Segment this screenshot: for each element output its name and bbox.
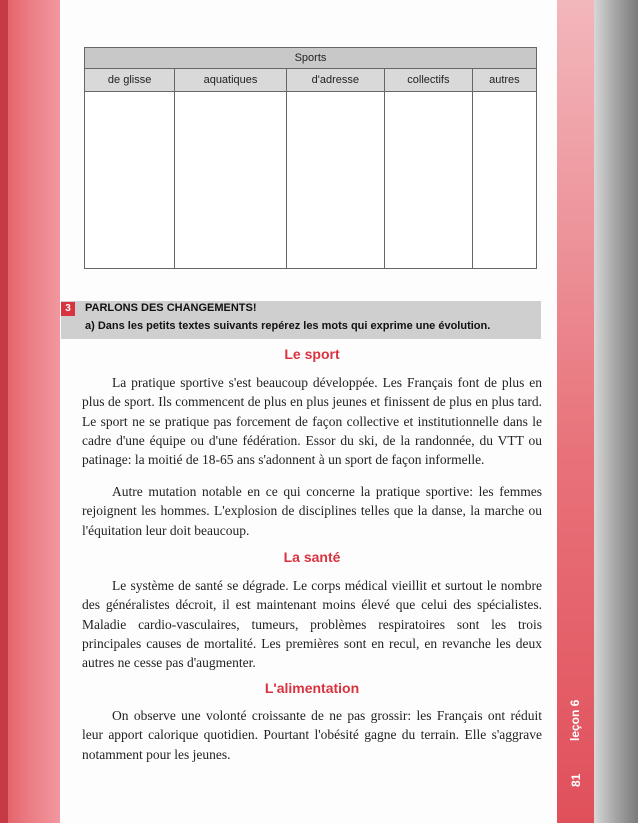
article-paragraph: Autre mutation notable en ce qui concerne la pratique sportive: les femmes rejoignent les hommes. L'explosion de disciplines telles que la danse, la marche ou l'équitation leur doit beaucoup. [82, 484, 542, 538]
article-title-alimentation: L'alimentation [264, 680, 360, 696]
lesson-label: leçon 6 [568, 699, 582, 741]
table-cell[interactable] [85, 92, 175, 269]
table-cell[interactable] [286, 92, 384, 269]
page-number: 81 [569, 773, 583, 787]
sports-table-title: Sports [85, 48, 537, 69]
section-number: 3 [61, 302, 75, 316]
table-cell[interactable] [385, 92, 473, 269]
exercise-instruction: a) Dans les petits textes suivants repérez les mots qui exprime une évolution. [85, 320, 491, 332]
table-cell[interactable] [175, 92, 286, 269]
article-paragraph: La pratique sportive s'est beaucoup développée. Les Français font de plus en plus de sport. Ils commencent de plus en plus jeunes et finissent de plus en plus tard. Le sport ne se pratique pas forcement de façon collective et institutionnelle dans le cadre d'une équipe ou d'une fédération. Essor du ski, de la randonnée, du VTT ou patinage: la moitié de 18-65 ans s'adonnent à un sport de façon informelle. [82, 375, 542, 468]
book-binding [594, 0, 638, 823]
table-cell[interactable] [472, 92, 536, 269]
article-title-sante: La santé [283, 549, 341, 565]
column-header: collectifs [385, 69, 473, 92]
sports-table [84, 47, 537, 269]
article-paragraph: On observe une volonté croissante de ne pas grossir: les Français ont réduit leur apport calorique quotidien. Pourtant l'obésité gagne du terrain. Elle s'aggrave notamment pour les jeunes. [82, 708, 542, 762]
article-paragraph: Le système de santé se dégrade. Le corps médical vieillit et surtout le nombre des généralistes décroit, il est maintenant moins élevé que celui des spécialistes. Maladie cardio-vasculaires, tumeurs, problèmes respiratoires sont les trois principales causes de mortalité. Les premières sont en recul, en revanche les deux autres ne cesse pas d'augmenter. [82, 578, 542, 671]
section-heading: PARLONS DES CHANGEMENTS! [85, 302, 257, 314]
column-header: d'adresse [286, 69, 384, 92]
column-header: aquatiques [175, 69, 286, 92]
column-header: de glisse [85, 69, 175, 92]
article-title-sport: Le sport [284, 346, 340, 362]
section-header [61, 301, 541, 339]
column-header: autres [472, 69, 536, 92]
